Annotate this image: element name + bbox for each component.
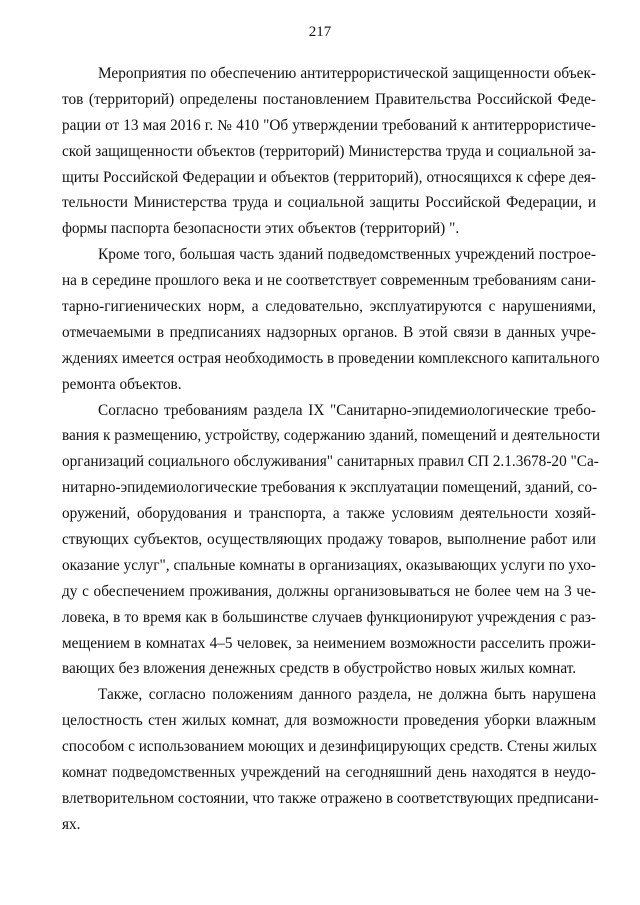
text-line: ловека, в то время как в большинстве случаев функционируют учреждения с раз- [62,608,596,626]
text-line: Согласно требованиям раздела IX "Санитарно-эпидемиологические требо- [98,401,596,419]
text-line: отмечаемыми в предписаниях надзорных органов. В этой связи в данных учре- [62,323,596,341]
text-line: ствующих субъектов, осуществляющих продажу товаров, выполнение работ или [62,531,596,549]
text-line: Кроме того, большая часть зданий подведомственных учреждений построе- [98,246,596,264]
text-line: тарно-гигиенических норм, а следовательно, эксплуатируются с нарушениями, [62,298,596,316]
text-line: на в середине прошлого века и не соответствует современным требованиям сани- [62,272,596,290]
document-body [62,61,601,838]
text-line: Мероприятия по обеспечению антитеррористической защищенности объек- [98,65,596,82]
text-line: вающих без вложения денежных средств в обустройство новых жилых комнат. [62,660,577,678]
paragraph-buildings [62,242,600,397]
text-line: оказание услуг", спальные комнаты в организациях, оказывающих услуги по ухо- [62,556,596,574]
text-line: ремонта объектов. [62,375,182,393]
text-line: способом с использованием моющих и дезинфицирующих средств. Стены жилых [62,738,598,756]
paragraph-sanitary-rules [62,398,601,683]
text-line: нитарно-эпидемиологические требования к эксплуатации помещений, зданий, со- [62,479,598,497]
text-line: тельности Министерства труда и социальной защиты Российской Федерации, и [62,194,596,212]
text-line: организаций социального обслуживания" санитарных правил СП 2.1.3678-20 "Са- [62,453,599,471]
text-line: мещением в комнатах 4–5 человек, за неимением возможности расселить прожи- [62,634,596,652]
text-line: оружений, оборудования и транспорта, а также условиям деятельности хозяй- [62,505,596,523]
paragraph-walls [62,682,599,837]
text-line: ждениях имеется острая необходимость в проведении комплексного капитального [62,349,600,367]
text-line: комнат подведомственных учреждений на сегодняшний день находятся в неудо- [62,764,596,782]
text-line: вания к размещению, устройству, содержанию зданий, помещений и деятельности [62,427,601,445]
text-line: ской защищенности объектов (территорий) Министерства труда и социальной за- [62,142,596,160]
text-line: рации от 13 мая 2016 г. № 410 "Об утверждении требований к антитеррористиче- [62,116,596,134]
page-number: 217 [308,24,332,40]
text-line: целостность стен жилых комнат, для возможности проведения уборки влажным [62,712,596,730]
text-line: влетворительном состоянии, что также отражено в соответствующих предписани- [62,789,599,807]
text-line: ду с обеспечением проживания, должны организовываться не более чем на 3 че- [62,582,596,600]
text-line: ях. [62,815,81,833]
text-line: Также, согласно положениям данного раздела, не должна быть нарушена [98,686,596,704]
text-line: тов (территорий) определены постановлением Правительства Российской Феде- [62,90,596,108]
text-line: формы паспорта безопасности этих объектов (территорий) ". [62,220,460,238]
text-line: щиты Российской Федерации и объектов (территорий), относящихся к сфере дея- [62,168,596,186]
paragraph-antiterror [62,61,596,242]
